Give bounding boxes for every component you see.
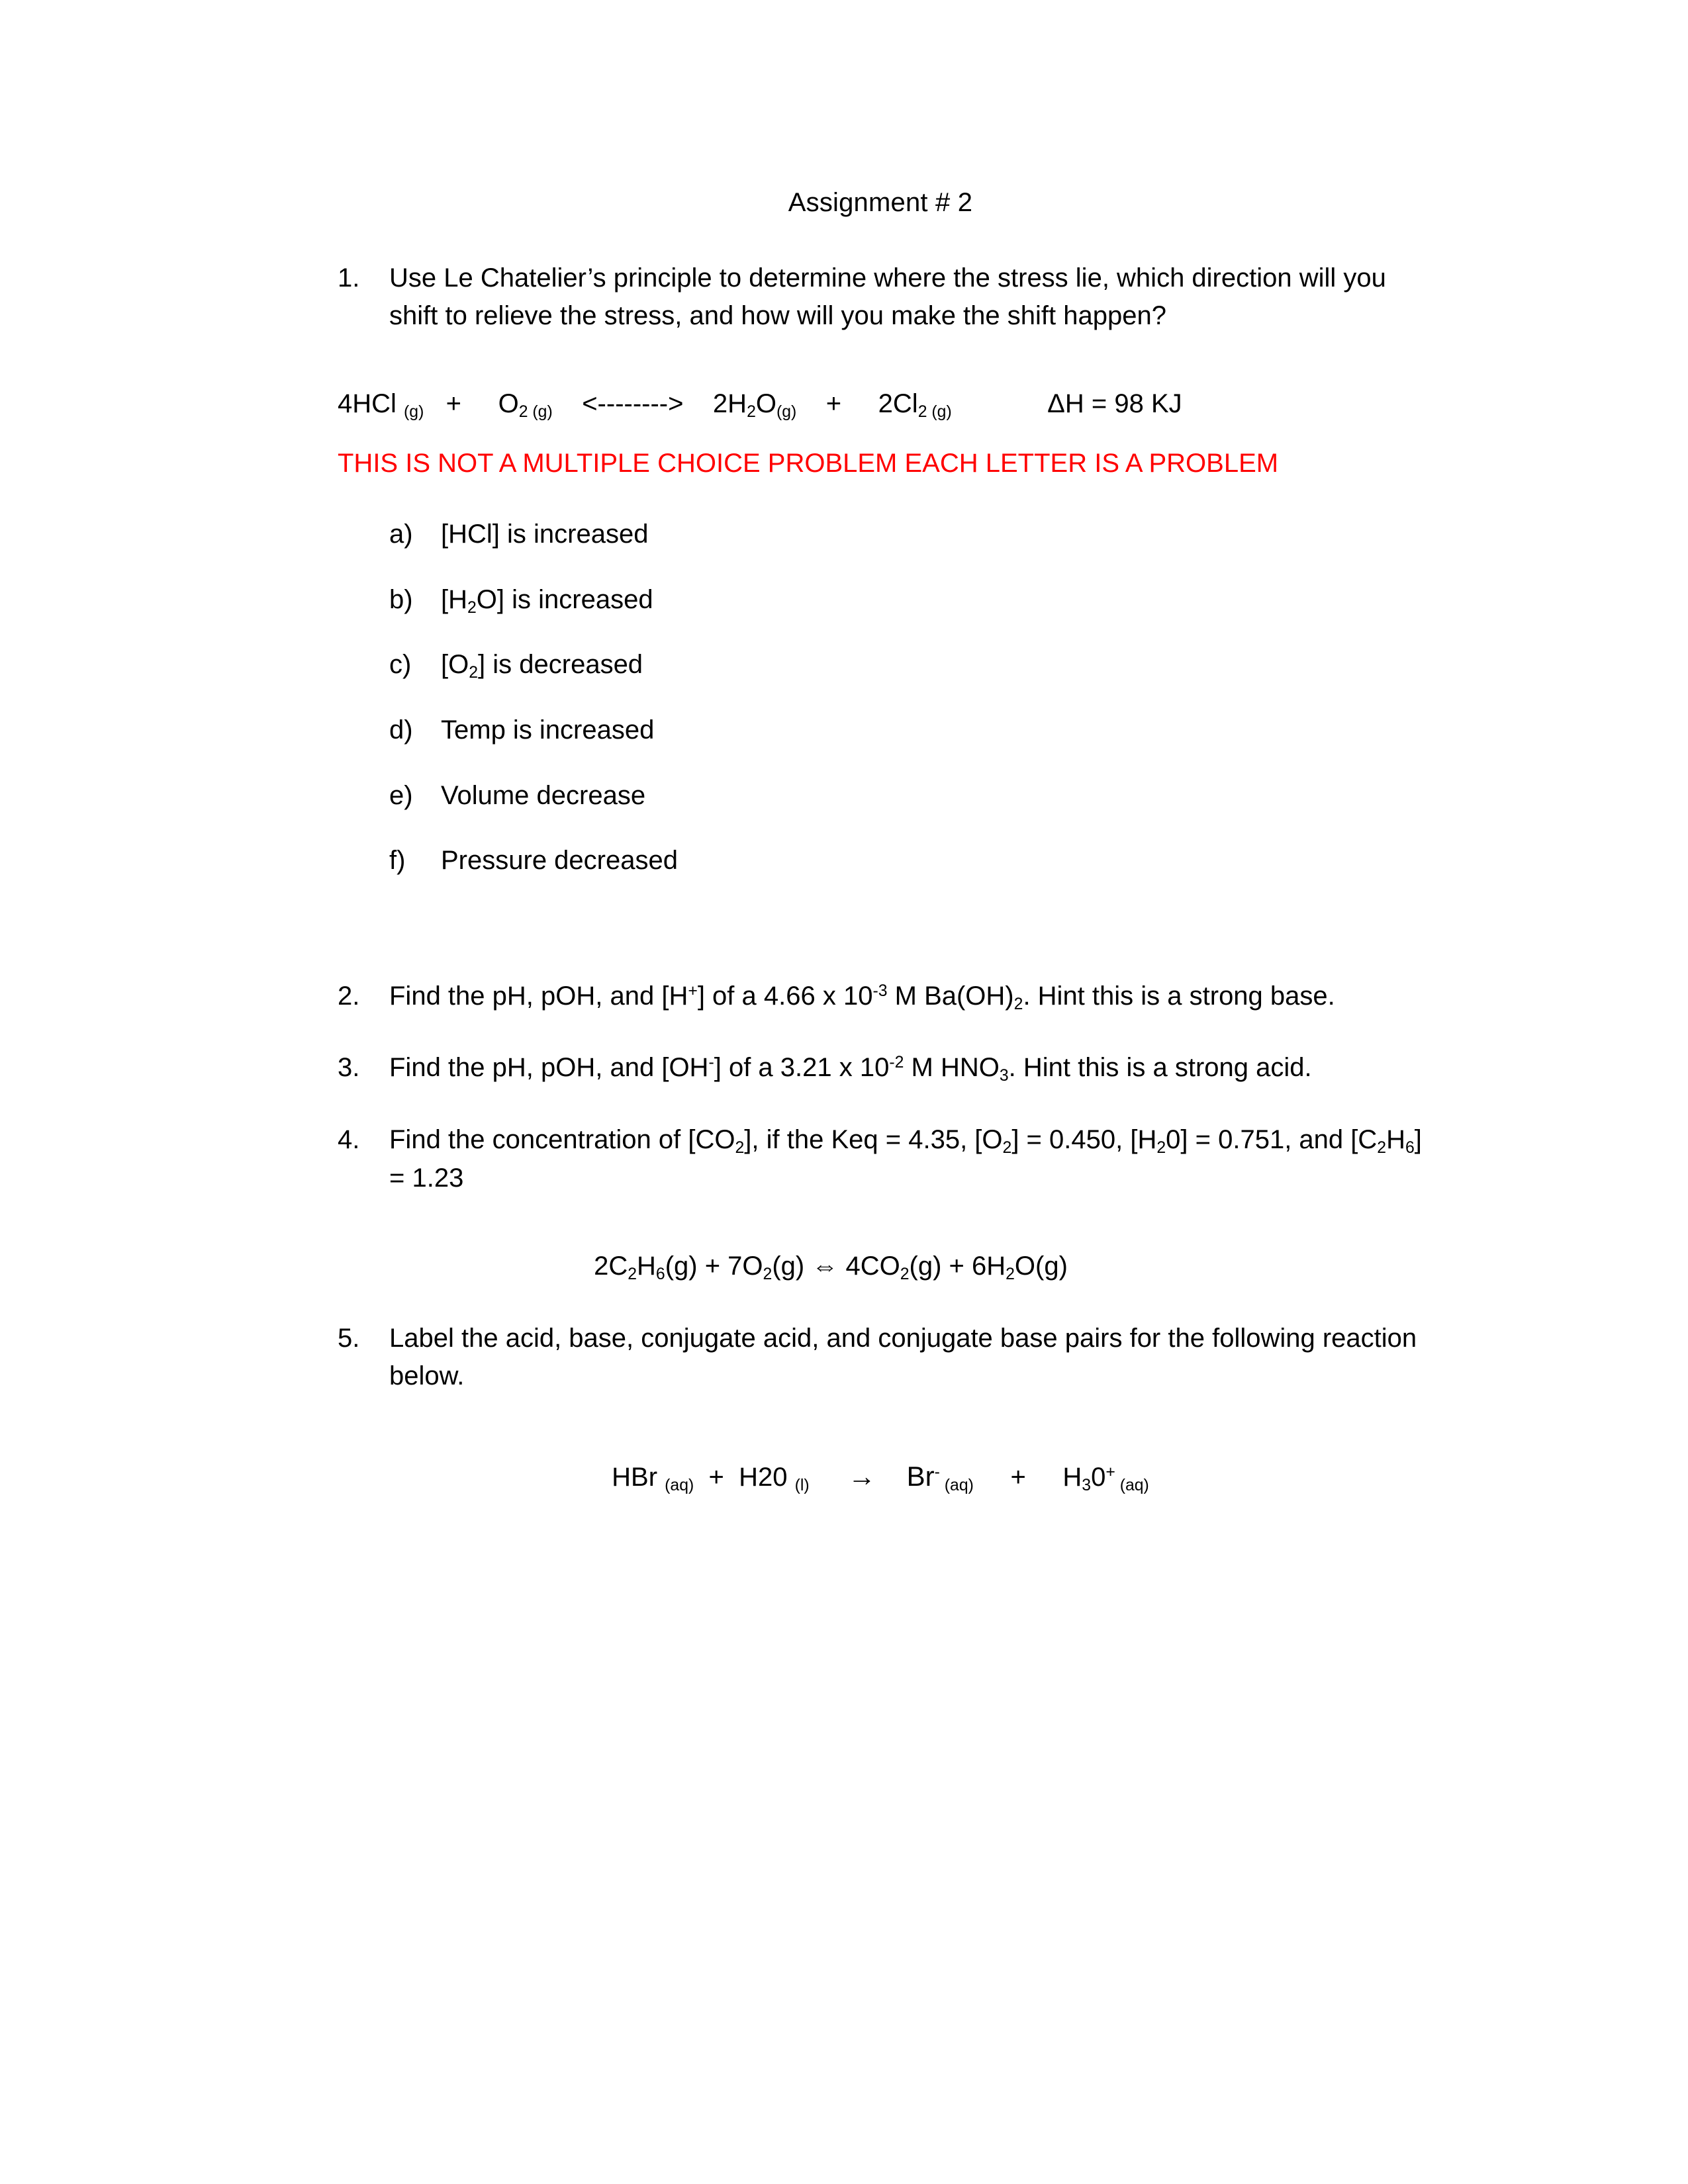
eq1-sub-2c: 2 — [917, 403, 932, 422]
q3-sup-exp: -2 — [889, 1054, 904, 1072]
q3-part-a: Find the pH, pOH, and [OH — [389, 1053, 709, 1083]
eq4-part5: (g) + 6H — [909, 1251, 1006, 1281]
eq5-part5: 0 — [1091, 1463, 1106, 1492]
choice-b-post: O] is increased — [476, 584, 653, 614]
eq5-sup-plus: + — [1105, 1463, 1115, 1482]
q4-sub-5: 6 — [1405, 1138, 1415, 1157]
q4-sub-3: 2 — [1156, 1138, 1166, 1157]
question-2 — [338, 978, 1423, 1016]
question-3-text — [389, 1053, 1312, 1085]
choice-b-sub: 2 — [467, 598, 477, 617]
choice-c-text — [441, 650, 643, 682]
eq5-part3: → Br — [809, 1461, 935, 1492]
eq4-sub2: 6 — [655, 1265, 665, 1284]
q4-part-d: 0] = 0.751, and [C — [1166, 1124, 1378, 1154]
eq4-sub1: 2 — [628, 1265, 637, 1284]
choice-a-text — [441, 520, 648, 549]
eq1-part6: ΔH = 98 KJ — [951, 389, 1182, 419]
q4-part-e: H — [1386, 1124, 1405, 1154]
eq5-part4: + H — [973, 1463, 1082, 1492]
equation-hbr-water — [338, 1457, 1423, 1498]
choice-c-post: ] is decreased — [478, 650, 643, 680]
document-body — [338, 185, 1423, 1498]
choice-e-text — [441, 781, 645, 810]
q2-sub-2: 2 — [1013, 995, 1023, 1013]
eq1-part5: + 2Cl — [796, 389, 918, 419]
eq5-state-l: (l) — [794, 1477, 810, 1495]
q4-part-b: ], if the Keq = 4.35, [O — [744, 1124, 1003, 1154]
q3-part-b: ] of a 3.21 x 10 — [714, 1053, 890, 1083]
choice-f — [389, 842, 1423, 881]
q4-part-f: ] = 1.23 — [389, 1124, 1422, 1193]
q3-part-c: M HNO — [904, 1053, 1000, 1083]
eq1-part1: 4HCl — [338, 389, 404, 419]
choice-c-label: c) — [389, 650, 412, 680]
q2-part-a: Find the pH, pOH, and [H — [389, 981, 688, 1011]
q3-sub-3: 3 — [999, 1067, 1009, 1085]
question-4 — [338, 1121, 1423, 1198]
q4-part-a: Find the concentration of [CO — [389, 1124, 735, 1154]
eq1-part2: + O — [424, 389, 519, 419]
red-note: THIS IS NOT A MULTIPLE CHOICE PROBLEM EACH LETTER IS A PROBLEM — [338, 449, 1279, 478]
eq4-part1: 2C — [594, 1251, 628, 1281]
eq5-part2: + H20 — [694, 1463, 795, 1492]
choice-d-text — [441, 715, 654, 745]
choice-e — [389, 777, 1423, 816]
eq4-part3: (g) + 7O — [665, 1251, 763, 1281]
q4-sub-1: 2 — [735, 1138, 745, 1157]
question-1-number: 1. — [338, 263, 360, 293]
choice-e-pre: Volume decrease — [441, 780, 646, 810]
equation-ethane-combustion — [338, 1248, 1423, 1287]
question-2-text — [389, 981, 1335, 1011]
choice-c — [389, 646, 1423, 685]
choice-f-pre: Pressure decreased — [441, 846, 678, 876]
choice-a-label: a) — [389, 520, 413, 549]
eq4-part4: (g) ⇔ 4CO — [772, 1251, 900, 1281]
question-5-text: Label the acid, base, conjugate acid, and conjugate base pairs for the following reaction below. — [389, 1323, 1417, 1391]
eq1-state-g1: (g) — [404, 403, 424, 422]
q3-sup-minus: - — [708, 1054, 714, 1072]
eq5-state-aq1: (aq) — [665, 1477, 694, 1495]
choice-f-label: f) — [389, 846, 406, 876]
choice-b-text — [441, 584, 653, 617]
question-1-text: Use Le Chatelier’s principle to determine where the stress lie, which direction will you shift to relieve the stress, and how will you make the shift happen? — [389, 263, 1386, 331]
eq1-state-g3: (g) — [776, 403, 797, 422]
eq4-sub3: 2 — [763, 1265, 773, 1284]
choice-f-text — [441, 846, 678, 875]
q2-sup-plus: + — [688, 981, 698, 1000]
q4-sub-2: 2 — [1002, 1138, 1012, 1157]
eq1-state-g2: (g) — [532, 403, 553, 422]
eq1-sub-2a: 2 — [518, 403, 533, 422]
q4-sub-4: 2 — [1377, 1138, 1387, 1157]
choice-d-pre: Temp is increased — [441, 715, 655, 745]
eq5-part1: HBr — [612, 1463, 665, 1492]
eq4-part6: O(g) — [1014, 1251, 1068, 1281]
q4-part-c: ] = 0.450, [H — [1011, 1124, 1157, 1154]
choice-c-sub: 2 — [469, 664, 479, 682]
eq1-state-g4: (g) — [931, 403, 952, 422]
eq1-part3: <--------> 2H — [552, 389, 747, 419]
eq5-state-aq2: (aq) — [939, 1477, 974, 1495]
choice-a-pre: [HCl] is increased — [441, 520, 649, 549]
eq4-part2: H — [637, 1251, 656, 1281]
q2-part-d: . Hint this is a strong base. — [1023, 981, 1335, 1011]
question-5-number: 5. — [338, 1323, 360, 1353]
choice-b-pre: [H — [441, 584, 467, 614]
eq5-state-aq3: (aq) — [1115, 1477, 1149, 1495]
question-4-text — [389, 1125, 1422, 1193]
choice-b-label: b) — [389, 584, 413, 614]
choice-d — [389, 711, 1423, 751]
eq5-sub-3: 3 — [1082, 1477, 1092, 1495]
choice-list — [338, 516, 1423, 881]
eq1-part4: O — [755, 389, 776, 419]
eq5-sup-minus: - — [934, 1463, 940, 1482]
eq4-sub5: 2 — [1006, 1265, 1015, 1284]
question-3 — [338, 1049, 1423, 1087]
choice-b — [389, 581, 1423, 620]
equation-hcl-o2 — [338, 385, 1423, 424]
question-2-number: 2. — [338, 981, 360, 1011]
q2-part-b: ] of a 4.66 x 10 — [697, 981, 873, 1011]
eq4-sub4: 2 — [900, 1265, 910, 1284]
eq1-sub-2b: 2 — [747, 403, 756, 422]
question-1 — [338, 259, 1423, 335]
q2-part-c: M Ba(OH) — [887, 981, 1014, 1011]
choice-e-label: e) — [389, 780, 413, 810]
q3-part-d: . Hint this is a strong acid. — [1008, 1053, 1312, 1083]
choice-c-pre: [O — [441, 650, 469, 680]
choice-d-label: d) — [389, 715, 413, 745]
choice-a — [389, 516, 1423, 555]
question-5 — [338, 1320, 1423, 1395]
question-4-number: 4. — [338, 1124, 360, 1154]
page-title: Assignment # 2 — [788, 188, 973, 217]
question-3-number: 3. — [338, 1053, 360, 1083]
q2-sup-exp: -3 — [872, 981, 888, 1000]
